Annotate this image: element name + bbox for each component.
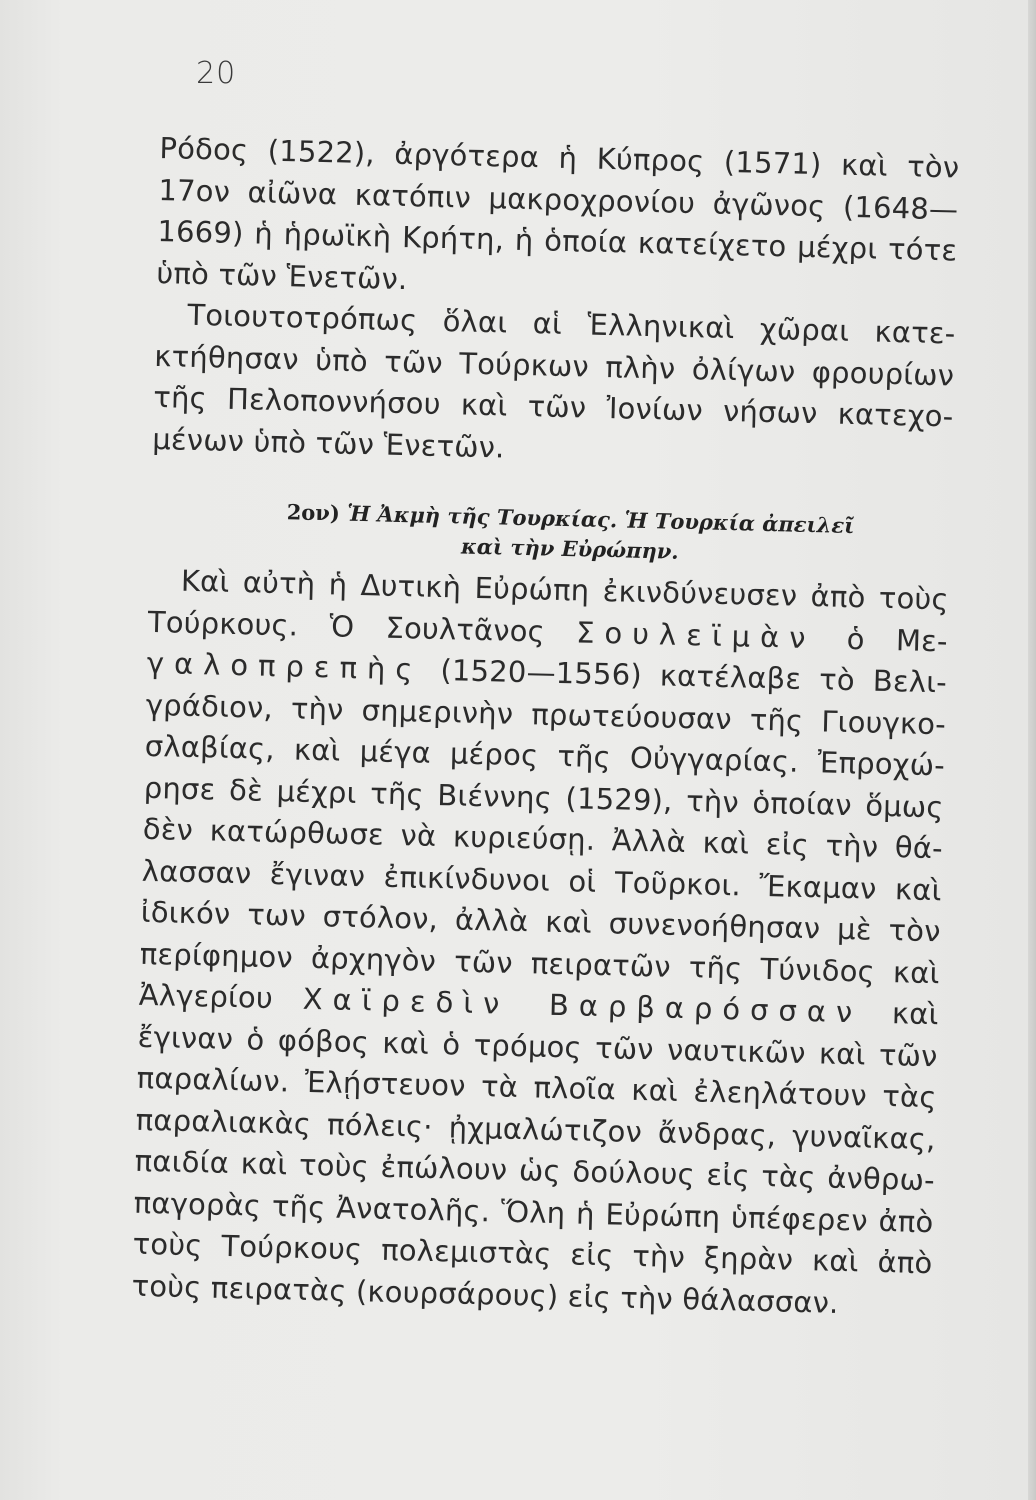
section-number: 2ον): [286, 499, 341, 526]
section-heading: [150, 494, 951, 574]
section-title-line2: καὶ τὴν Εὐρώπην.: [460, 533, 679, 564]
paragraph-1: Ρόδος (1522), ἀργότερα ἡ Κύπρος (1571) καὶ τὸν 17ον αἰῶνα κατόπιν μακροχρονίου ἀγῶνος (1648—1669) ἡ ἡρωϊκὴ Κρήτη, ἡ ὁποία κατείχετο μέχρι τότε ὑπὸ τῶν Ἑνετῶν.: [156, 130, 960, 296]
page-number: 20: [196, 56, 237, 91]
pirate-name: Χαϊρεδὶν Βαρβαρόσσαν: [302, 981, 863, 1030]
paragraph-2: Τοιουτοτρόπως ὅλαι αἱ Ἑλληνικαὶ χῶραι κατεκτήθησαν ὑπὸ τῶν Τούρκων πλὴν ὀλίγων φρουρίων τῆς Πελοποννήσου καὶ τῶν Ἰονίων νήσων κατεχομένων ὑπὸ τῶν Ἑνετῶν.: [151, 297, 956, 465]
paragraph-3: [131, 560, 949, 1326]
page-edge-shadow: [1028, 0, 1036, 1500]
sultan-name: Σουλεϊμὰν: [575, 614, 816, 655]
paragraph-3-part4: καὶ ἔγιναν ὁ φόβος καὶ ὁ τρόμος τῶν ναυτικῶν καὶ τῶν παραλίων. Ἐλῄστευον τὰ πλοῖα καὶ ἐλεηλάτουν τὰς παραλιακὰς πόλεις· ᾐχμαλώτιζον ἄνδρας, γυναῖκας, παιδία καὶ τοὺς ἐπώλουν ὡς δούλους εἰς τὰς ἀνθρωπαγορὰς τῆς Ἀνατολῆς. Ὅλη ἡ Εὐρώπη ὑπέφερεν ἀπὸ τοὺς Τούρκους πολεμιστὰς εἰς τὴν ξηρὰν καὶ ἀπὸ τοὺς πειρατὰς (κουρσάρους) εἰς τὴν θάλασσαν.: [131, 996, 939, 1320]
paragraph-3-part3: (1520—1556) κατέλαβε τὸ Βελιγράδιον, τὴν σημερινὴν πρωτεύουσαν τῆς Γιουγκοσλαβίας, καὶ μέγα μέρος τῆς Οὐγγαρίας. Ἐπροχώρησε δὲ μέχρι τῆς Βιέννης (1529), τὴν ὁποίαν ὅμως δὲν κατώρθωσε νὰ κυριεύσῃ. Ἀλλὰ καὶ εἰς τὴν θάλασσαν ἔγιναν ἐπικίνδυνοι οἱ Τοῦρκοι. Ἔκαμαν καὶ ἰδικόν των στόλον, ἀλλὰ καὶ συνενοήθησαν μὲ τὸν περίφημον ἀρχηγὸν τῶν πειρατῶν τῆς Τύνιδος καὶ Ἀλγερίου: [138, 653, 948, 1016]
section-title-line1: Ἡ Ἀκμὴ τῆς Τουρκίας. Ἡ Τουρκία ἀπειλεῖ: [346, 500, 855, 539]
paragraph-3-part2: ὁ Με-: [846, 621, 949, 658]
body-text: [131, 128, 960, 1326]
paragraph-3-part1: Καὶ αὐτὴ ἡ Δυτικὴ Εὐρώπη ἐκινδύνευσεν ἀπὸ τοὺς Τούρκους. Ὁ Σουλτᾶνος: [147, 563, 950, 649]
sultan-epithet: γαλοπρεπὴς: [146, 645, 423, 687]
